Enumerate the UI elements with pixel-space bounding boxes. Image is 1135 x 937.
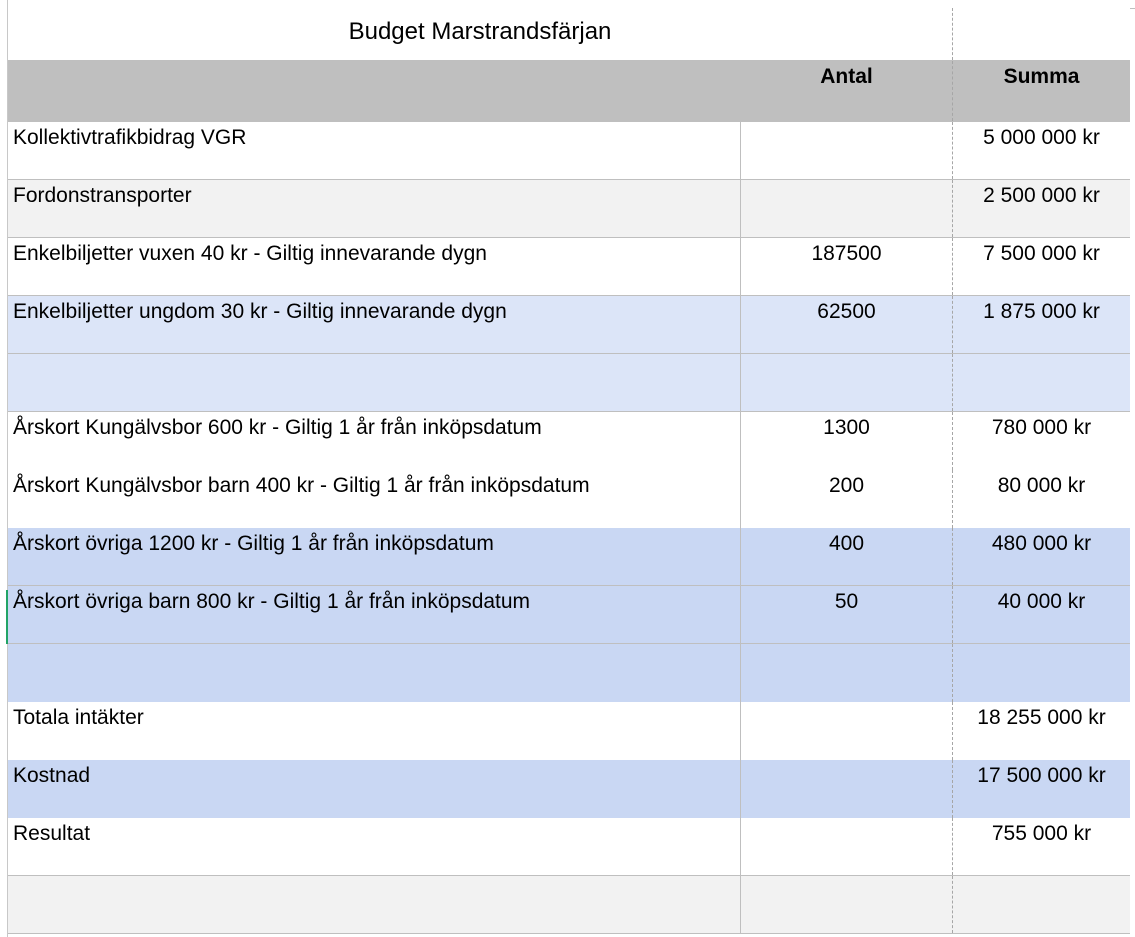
row-label[interactable]: Resultat: [8, 818, 741, 875]
row-summa[interactable]: [953, 876, 1130, 933]
title-row[interactable]: [8, 8, 1130, 61]
row-antal[interactable]: [741, 702, 953, 760]
row-antal[interactable]: [741, 180, 953, 237]
row-antal[interactable]: 62500: [741, 296, 953, 353]
row-gutter: [0, 0, 8, 937]
row-summa[interactable]: [953, 354, 1130, 411]
row-antal[interactable]: [741, 354, 953, 411]
row-summa[interactable]: 755 000 kr: [991, 822, 1092, 845]
table-row[interactable]: [8, 470, 1130, 528]
table-row[interactable]: [8, 528, 1130, 586]
header-summa[interactable]: Summa: [1003, 65, 1080, 88]
row-label[interactable]: Enkelbiljetter ungdom 30 kr - Giltig innevarande dygn: [8, 296, 741, 353]
row-antal[interactable]: [741, 876, 953, 933]
table-row[interactable]: [8, 702, 1130, 760]
row-label[interactable]: [8, 354, 741, 411]
row-summa[interactable]: [953, 644, 1130, 702]
row-summa[interactable]: 18 255 000 kr: [977, 706, 1106, 729]
row-summa[interactable]: 1 875 000 kr: [983, 300, 1100, 323]
row-summa[interactable]: 2 500 000 kr: [983, 184, 1100, 207]
row-label[interactable]: Totala intäkter: [8, 702, 741, 760]
row-summa[interactable]: 5 000 000 kr: [983, 126, 1100, 149]
row-label[interactable]: Årskort övriga 1200 kr - Giltig 1 år från inköpsdatum: [8, 528, 741, 585]
row-antal[interactable]: 200: [741, 470, 953, 528]
row-summa[interactable]: 17 500 000 kr: [977, 764, 1106, 787]
table-row[interactable]: [8, 180, 1130, 238]
table-row[interactable]: [8, 296, 1130, 354]
row-label[interactable]: Enkelbiljetter vuxen 40 kr - Giltig innevarande dygn: [8, 238, 741, 295]
row-label[interactable]: [8, 644, 741, 702]
header-row[interactable]: [8, 61, 1130, 122]
row-antal[interactable]: [741, 644, 953, 702]
row-antal[interactable]: [741, 760, 953, 818]
row-label[interactable]: Kollektivtrafikbidrag VGR: [8, 122, 741, 179]
table-row[interactable]: [8, 586, 1130, 644]
row-antal[interactable]: 187500: [741, 238, 953, 295]
table-row[interactable]: [8, 354, 1130, 412]
row-antal[interactable]: 400: [741, 528, 953, 585]
row-summa[interactable]: 7 500 000 kr: [983, 242, 1100, 265]
table-row[interactable]: [8, 760, 1130, 818]
row-summa[interactable]: 40 000 kr: [997, 590, 1086, 613]
row-label[interactable]: [8, 876, 741, 933]
table-row[interactable]: [8, 876, 1130, 934]
row-summa[interactable]: 780 000 kr: [991, 416, 1092, 439]
row-antal[interactable]: 1300: [741, 412, 953, 470]
row-summa[interactable]: 80 000 kr: [997, 474, 1086, 497]
table-row[interactable]: [8, 644, 1130, 702]
table-row[interactable]: [8, 238, 1130, 296]
row-antal[interactable]: 50: [741, 586, 953, 643]
active-cell-indicator: [6, 590, 8, 644]
table-row[interactable]: [8, 122, 1130, 180]
table-row[interactable]: [8, 818, 1130, 876]
row-antal[interactable]: [741, 818, 953, 875]
row-label[interactable]: Årskort Kungälvsbor 600 kr - Giltig 1 år från inköpsdatum: [8, 412, 741, 470]
row-label[interactable]: Kostnad: [8, 760, 741, 818]
row-label[interactable]: Årskort Kungälvsbor barn 400 kr - Giltig 1 år från inköpsdatum: [8, 470, 741, 528]
header-antal[interactable]: Antal: [741, 61, 953, 121]
sheet-title[interactable]: Budget Marstrandsfärjan: [8, 8, 953, 60]
table-row[interactable]: [8, 412, 1130, 470]
row-antal[interactable]: [741, 122, 953, 179]
row-label[interactable]: Fordonstransporter: [8, 180, 741, 237]
title-row-empty-cell[interactable]: [953, 8, 1130, 60]
row-label[interactable]: Årskort övriga barn 800 kr - Giltig 1 år från inköpsdatum: [8, 586, 741, 643]
row-summa[interactable]: 480 000 kr: [991, 532, 1092, 555]
header-label-cell[interactable]: [8, 61, 741, 121]
